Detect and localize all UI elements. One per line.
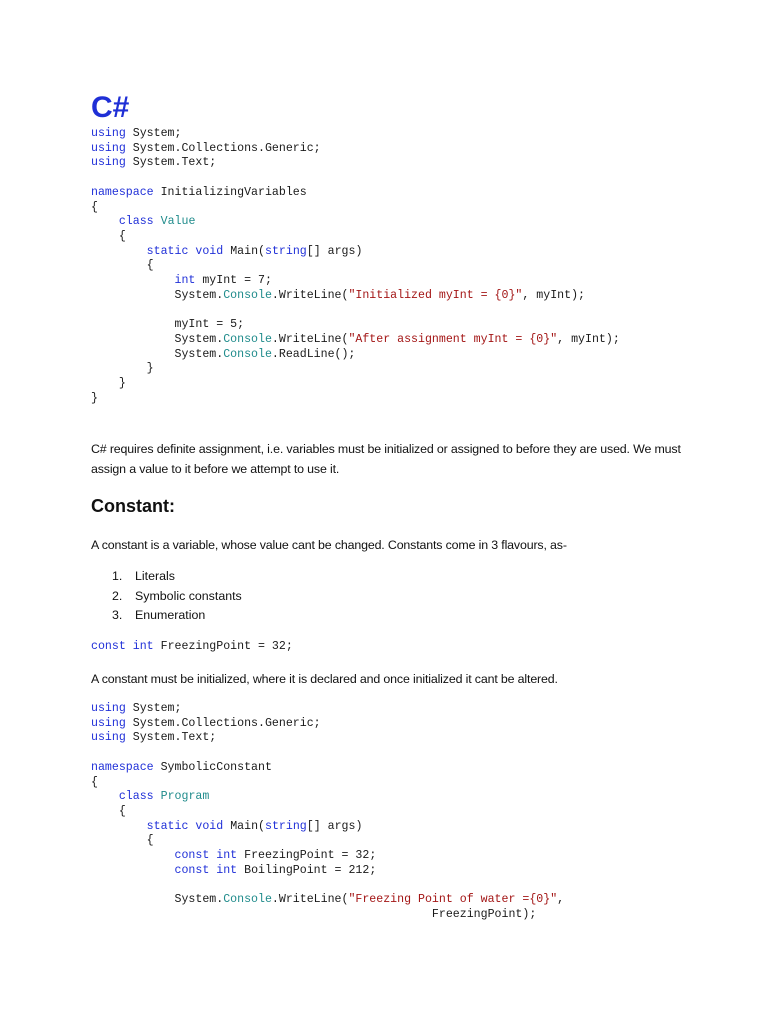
code-line: using System.Text; bbox=[91, 156, 217, 170]
code-line: using System; bbox=[91, 127, 182, 140]
const-declaration-example: const int FreezingPoint = 32; bbox=[91, 640, 293, 653]
code-line: System.Console.WriteLine("Initialized myInt = {0}", myInt); bbox=[174, 288, 585, 302]
constant-description: A constant is a variable, whose value cant be changed. Constants come in 3 flavours, as- bbox=[91, 538, 567, 552]
code-line: System.Console.WriteLine("Freezing Point of water ={0}", bbox=[174, 893, 565, 907]
code-line: } bbox=[91, 391, 98, 405]
code-line: using System.Text; bbox=[91, 731, 217, 745]
code-line: { bbox=[91, 775, 98, 789]
code-line: System.Console.WriteLine("After assignment myInt = {0}", myInt); bbox=[174, 332, 620, 346]
constant-initialization-paragraph: A constant must be initialized, where it is declared and once initialized it cant be altered. bbox=[91, 672, 558, 686]
list-item: 1. Literals bbox=[112, 569, 175, 583]
code-line: { bbox=[91, 200, 98, 214]
code-line: namespace SymbolicConstant bbox=[91, 760, 272, 774]
code-line: FreezingPoint); bbox=[431, 907, 537, 921]
code-line: } bbox=[118, 376, 126, 390]
code-line: using System.Collections.Generic; bbox=[91, 141, 321, 155]
code-line: { bbox=[118, 804, 126, 818]
code-line: static void Main(string[] args) bbox=[146, 819, 363, 833]
code-line: { bbox=[118, 229, 126, 243]
code-line: myInt = 5; bbox=[174, 318, 245, 332]
constant-flavours-list bbox=[112, 567, 242, 626]
code-line: const int BoilingPoint = 212; bbox=[174, 863, 377, 877]
code-line: class Program bbox=[118, 790, 210, 804]
code-line: { bbox=[146, 834, 154, 848]
code-line: using System; bbox=[91, 702, 182, 715]
code-line: using System.Collections.Generic; bbox=[91, 716, 321, 730]
constant-heading: Constant: bbox=[91, 496, 175, 516]
code-line: namespace InitializingVariables bbox=[91, 185, 307, 199]
code-line: class Value bbox=[118, 215, 196, 229]
page-title: C# bbox=[91, 91, 130, 124]
code-line: System.Console.ReadLine(); bbox=[174, 347, 356, 361]
code-line: } bbox=[146, 362, 154, 376]
code-line: int myInt = 7; bbox=[174, 274, 272, 288]
list-item: 2. Symbolic constants bbox=[112, 588, 242, 603]
code-block-symbolic-constant bbox=[91, 702, 564, 923]
code-line: const int FreezingPoint = 32; bbox=[174, 849, 377, 863]
code-block-initializing-variables bbox=[91, 127, 620, 406]
code-line: { bbox=[146, 259, 154, 273]
code-line: static void Main(string[] args) bbox=[146, 244, 363, 258]
definite-assignment-paragraph: C# requires definite assignment, i.e. variables must be initialized or assigned to before they are used. We must assign a value to it before we attempt to use it. bbox=[91, 442, 681, 476]
list-item: 3. Enumeration bbox=[112, 608, 206, 623]
